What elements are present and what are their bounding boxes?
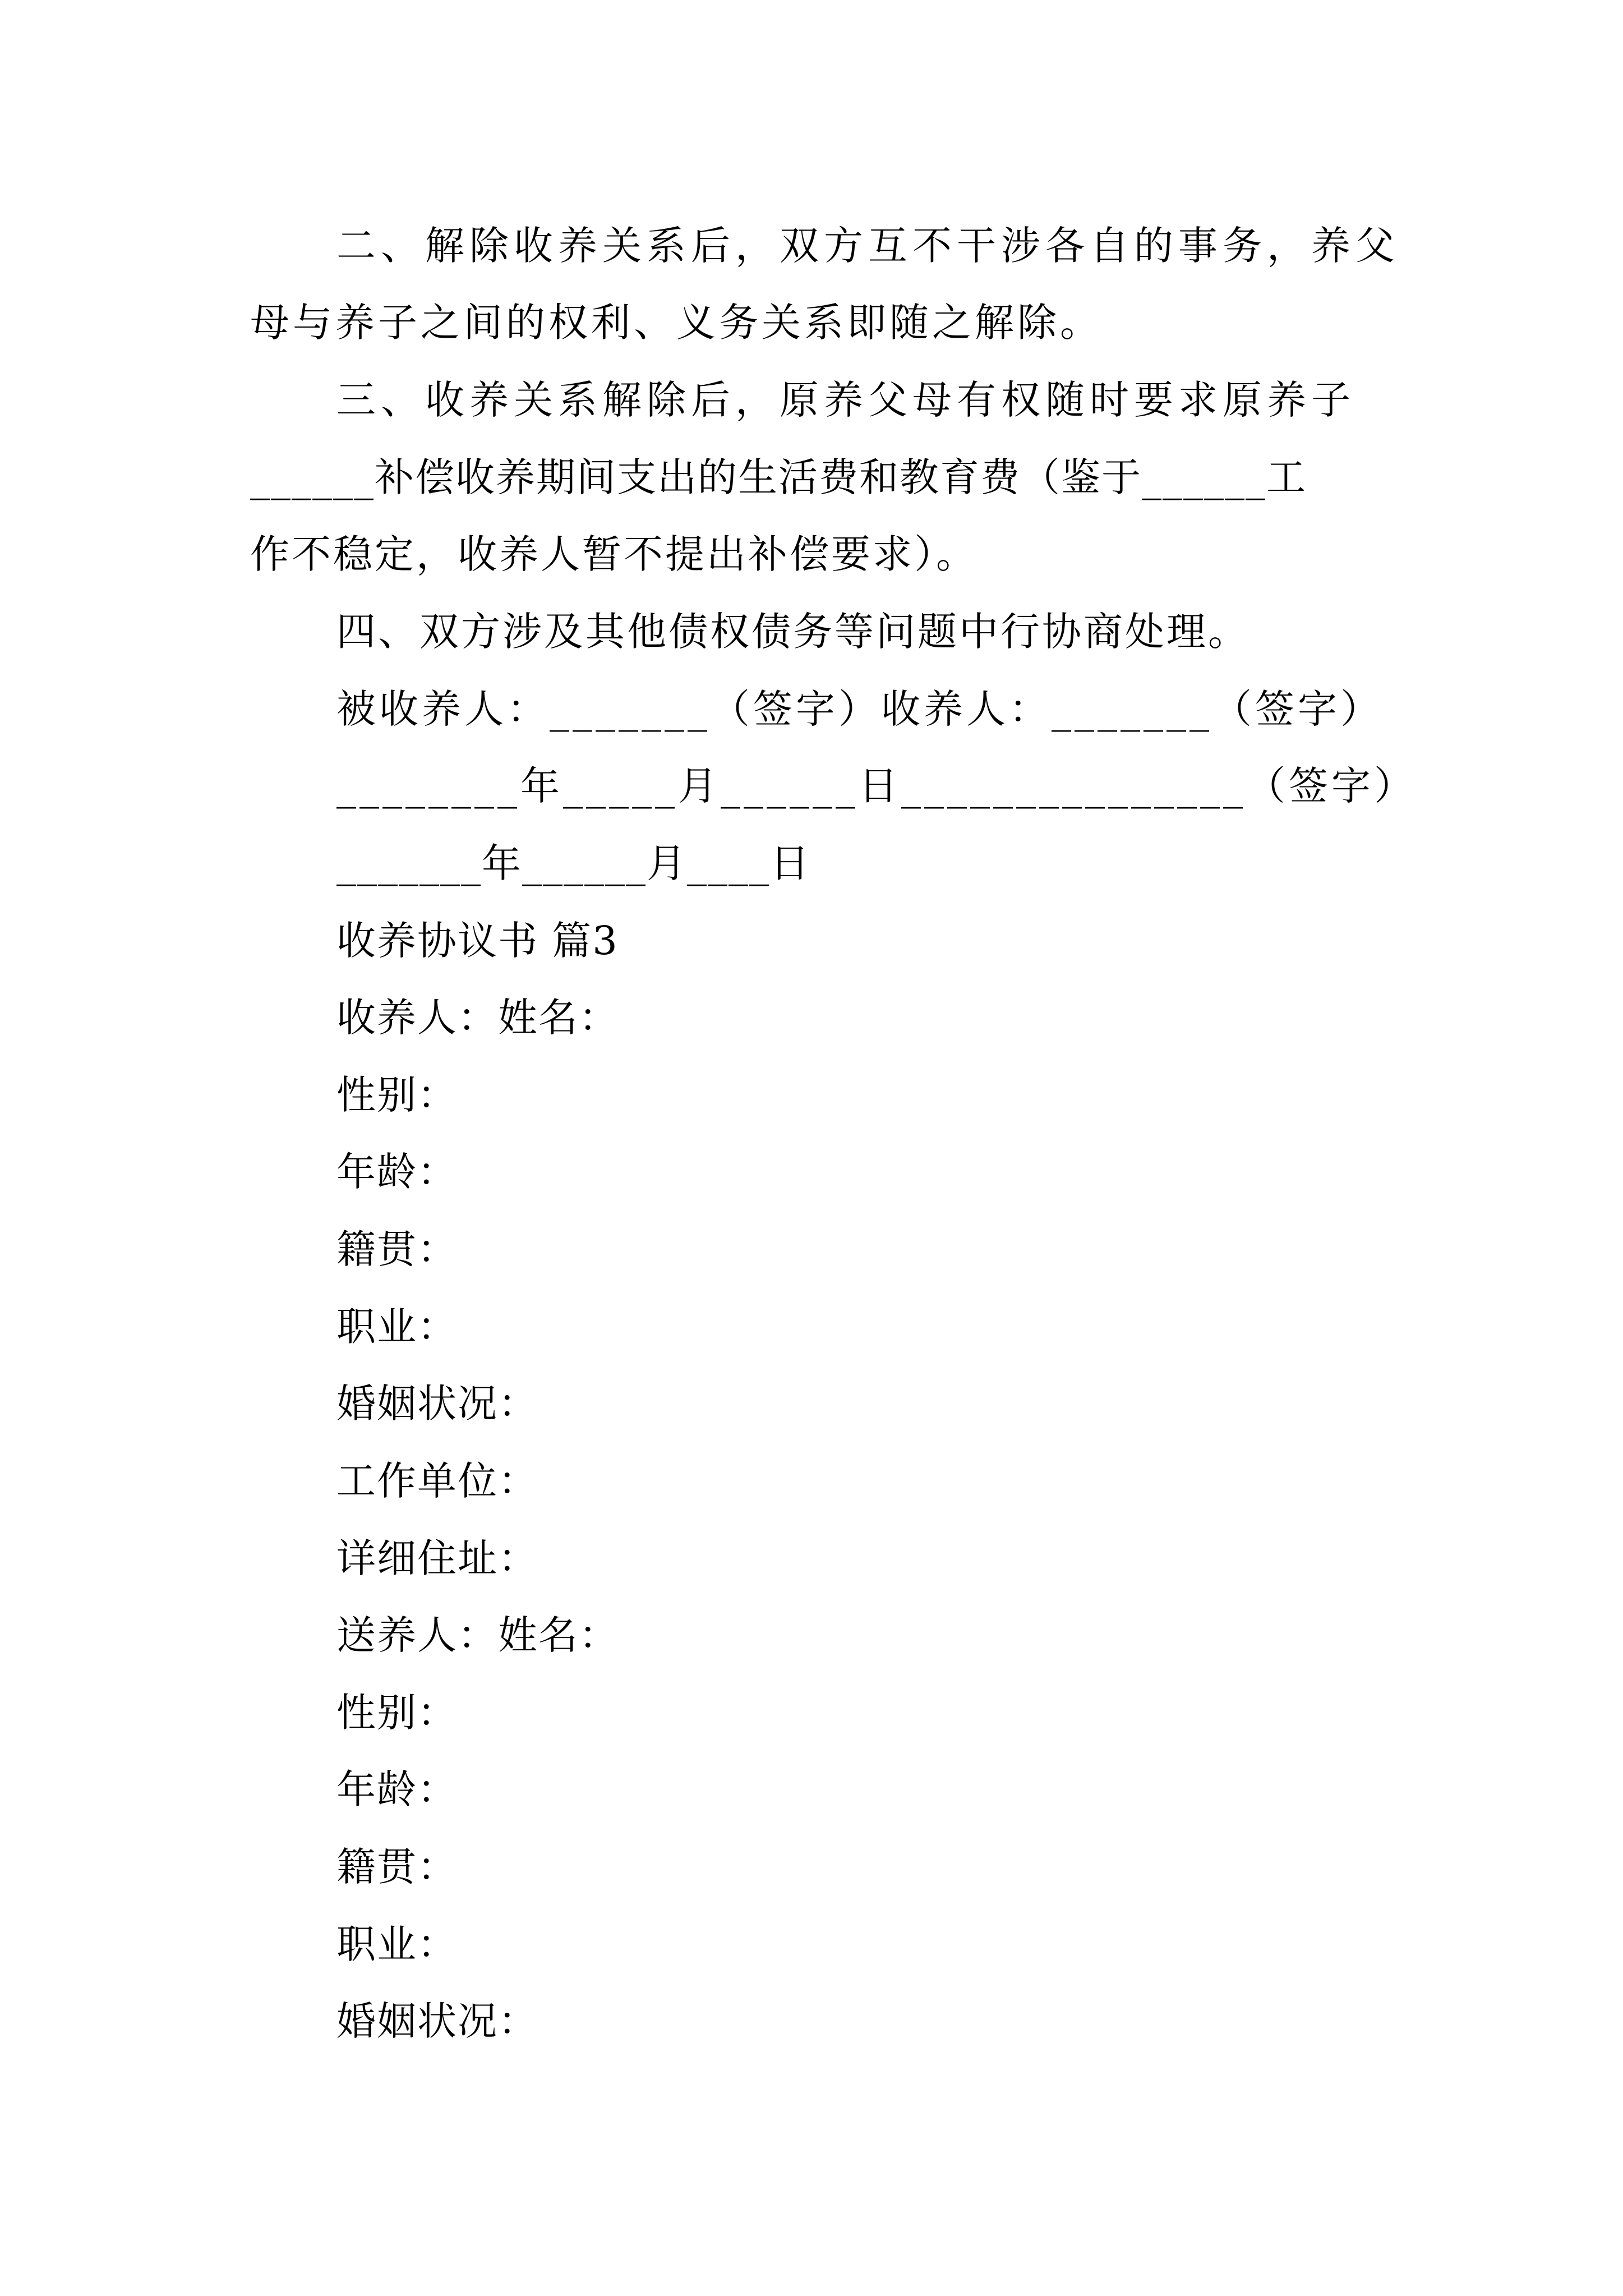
signature-line: ________年_____月______日_______________（签字） [336,763,1417,809]
giver-name-field: 送养人：姓名： [336,1612,619,1658]
adopter-marital-status-field: 婚姻状况： [336,1381,538,1427]
adopter-occupation-field: 职业： [336,1304,458,1350]
paragraph-line: ______补偿收养期间支出的生活费和教育费（鉴于______工 [250,454,1307,500]
adopter-name-field: 收养人：姓名： [336,995,619,1041]
paragraph-line: 四、双方涉及其他债权债务等问题中行协商处理。 [336,609,1249,655]
giver-gender-field: 性别： [336,1690,458,1736]
adopter-address-field: 详细住址： [336,1535,538,1581]
section-title: 收养协议书 篇3 [336,918,619,964]
paragraph-line: 母与养子之间的权利、义务关系即随之解除。 [250,300,1103,346]
adopter-hometown-field: 籍贯： [336,1226,458,1272]
adopter-gender-field: 性别： [336,1072,458,1118]
adopter-age-field: 年龄： [336,1149,458,1195]
giver-hometown-field: 籍贯： [336,1844,458,1890]
paragraph-line: 作不稳定，收养人暂不提出补偿要求）。 [250,531,978,577]
adopter-employer-field: 工作单位： [336,1458,538,1504]
signature-line: 被收养人：_______（签字）收养人：_______（签字） [336,686,1383,732]
giver-occupation-field: 职业： [336,1921,458,1967]
paragraph-line: 三、收养关系解除后，原养父母有权随时要求原养子 [336,377,1355,423]
giver-age-field: 年龄： [336,1766,458,1812]
signature-date-line: _______年______月____日 [336,840,810,886]
giver-marital-status-field: 婚姻状况： [336,1998,538,2044]
paragraph-line: 二、解除收养关系后，双方互不干涉各自的事务，养父 [336,223,1400,269]
